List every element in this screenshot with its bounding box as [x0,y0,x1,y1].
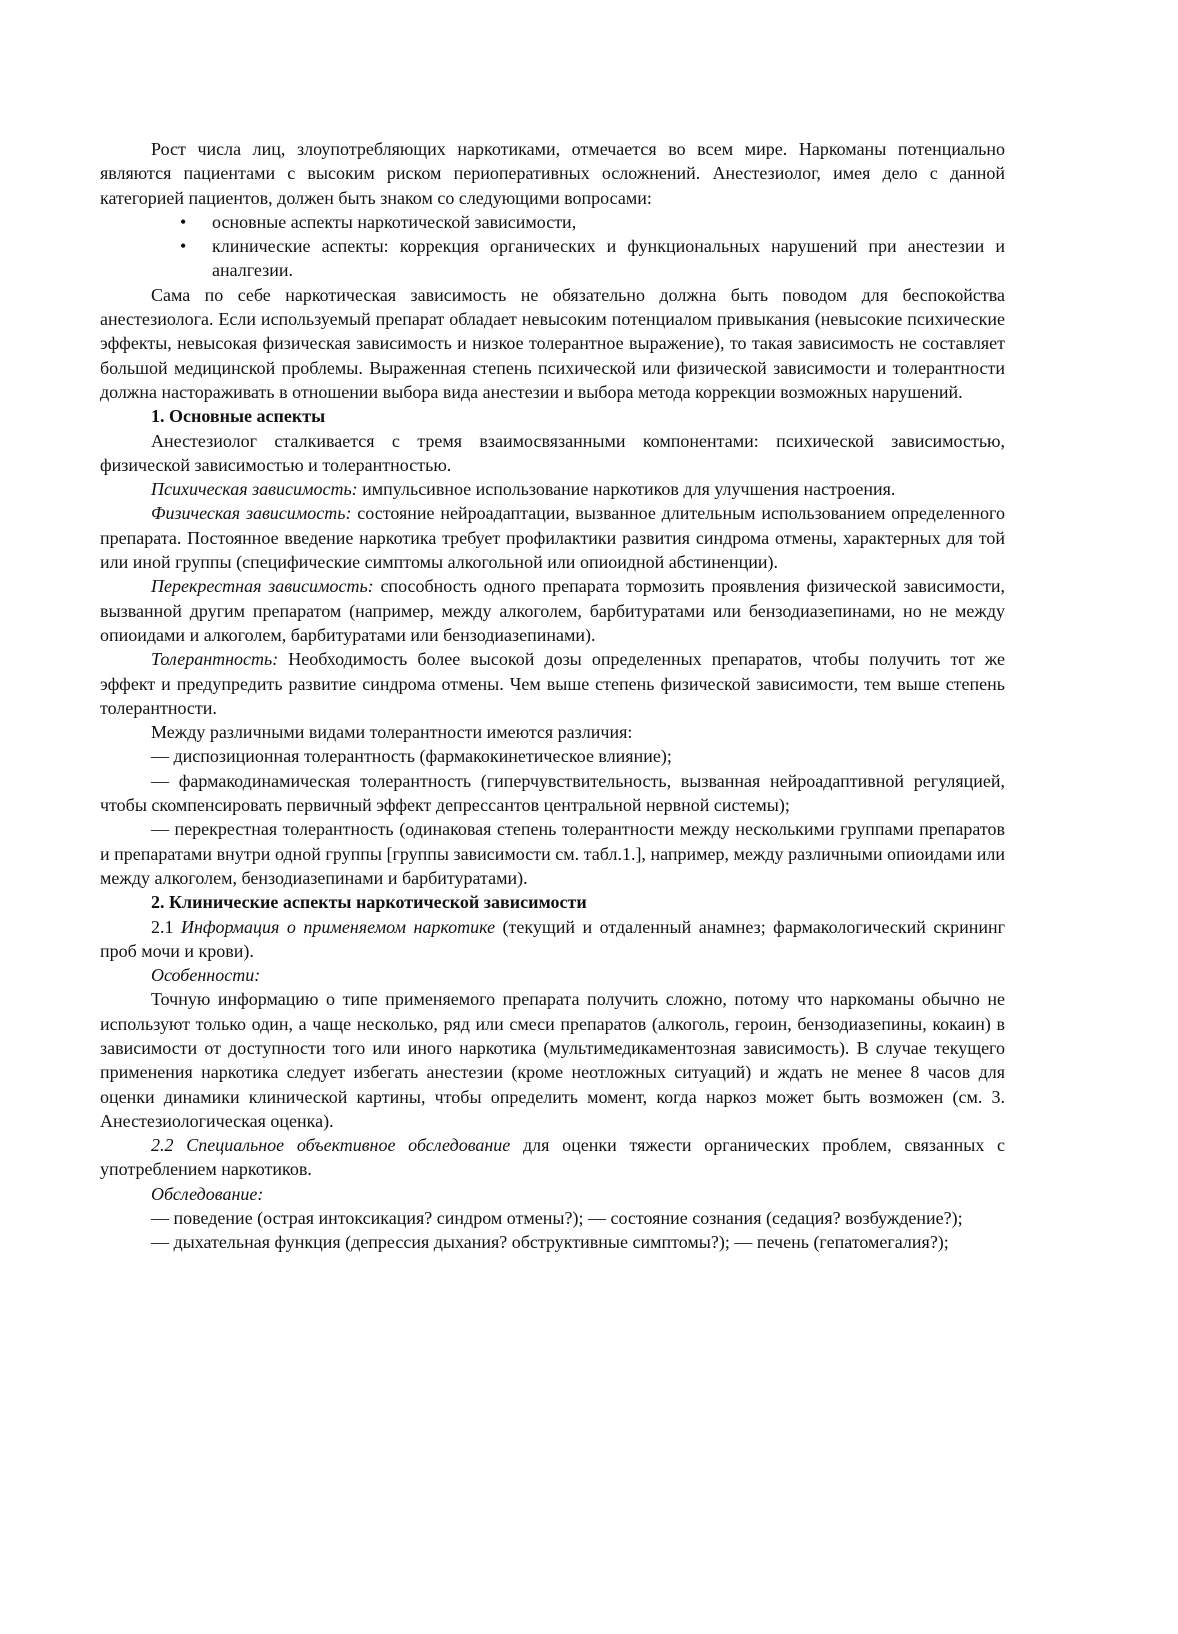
features-paragraph: Точную информацию о типе применяемого препарата получить сложно, потому что наркоманы обычно не используют только один, а чаще несколько, ряд или смеси препаратов (алкоголь, героин, бензодиазепины, кокаин) в зависимости от доступности того или иного наркотика (мультимедикаментозная зависимость). В случае текущего применения наркотика следует избегать анестезии (кроме неотложных ситуаций) и ждать не менее 8 часов для оценки динамики клинической картины, чтобы определить момент, когда наркоз может быть возможен (см. 3. Анестезиологическая оценка). [100,989,1005,1131]
section-heading: 2. Клинические аспекты наркотической зависимости [151,892,587,913]
exam-item: — дыхательная функция (депрессия дыхания? обструктивные симптомы?); — печень (гепатомегалия?); [151,1232,949,1253]
exam-paragraph: 2.2 Специальное объективное обследование для оценки тяжести органических проблем, связанных с употреблением наркотиков. [100,1135,1006,1180]
features-label: Особенности: [151,965,261,986]
exam-label: Обследование: [151,1183,264,1204]
concern-paragraph: Сама по себе наркотическая зависимость не обязательно должна быть поводом для беспокойства анестезиолога. Если используемый препарат обладает невысоким потенциалом привыкания (невысокие психические эффекты, невысокая физическая зависимость и низкое толерантное выражение), то такая зависимость не составляет большой медицинской проблемы. Выраженная степень психической или физической зависимости и толерантности должна настораживать в отношении выбора вида анестезии и выбора метода коррекции возможных нарушений. [100,284,1005,402]
difference-item: — фармакодинамическая толерантность (гиперчувствительность, вызванная нейроадаптивной регуляцией, чтобы скомпенсировать первичный эффект депрессантов центральной нервной системы); [100,770,1005,816]
list-item: • основные аспекты наркотической зависимости, [212,210,1005,234]
cross-dependence-paragraph: Перекрестная зависимость: способность одного препарата тормозить проявления физической зависимости, вызванной другим препаратом (например, между алкоголем, барбитуратами или бензодиазепинами, но не между опиоидами и алкоголем, барбитуратами или бензодиазепинами). [100,576,1005,645]
bullet-icon: • [180,211,187,232]
term: 2.2 Специальное объективное обследование [151,1135,511,1156]
tolerance-paragraph: Толерантность: Необходимость более высокой дозы определенных препаратов, чтобы получить тот же эффект и предупредить развитие синдрома отмены. Чем выше степень физической зависимости, тем выше степень толерантности. [100,649,1005,718]
drug-info-paragraph: 2.1 Информация о применяемом наркотике (текущий и отдаленный анамнез; фармакологический скрининг проб мочи и крови). [100,916,1006,961]
term: Толерантность: [151,649,279,670]
components-paragraph: Анестезиолог сталкивается с тремя взаимосвязанными компонентами: психической зависимостью, физической зависимостью и толерантностью. [100,430,1005,475]
term: Перекрестная зависимость: [151,576,374,597]
bullet-icon: • [180,236,187,257]
difference-item: — диспозиционная толерантность (фармакокинетическое влияние); [151,746,672,767]
term: Психическая зависимость: [151,479,358,500]
term: Информация о применяемом наркотике [180,916,496,937]
physical-dependence-paragraph: Физическая зависимость: состояние нейроадаптации, вызванное длительным использованием определенного препарата. Постоянное введение наркотика требует профилактики развития синдрома отмены, характерных для той или иной группы (специфические симптомы алкогольной или опиоидной абстиненции). [100,503,1005,573]
differences-intro: Между различными видами толерантности имеются различия: [151,722,633,743]
psychic-dependence-paragraph: Психическая зависимость: импульсивное использование наркотиков для улучшения настроения. [151,479,896,500]
section-heading: 1. Основные аспекты [151,406,326,427]
term: Физическая зависимость: [151,503,352,524]
exam-item: — поведение (острая интоксикация? синдром отмены?); — состояние сознания (седация? возбуждение?); [151,1208,963,1229]
difference-item: — перекрестная толерантность (одинаковая степень толерантности между несколькими группами препаратов и препаратами внутри одной группы [группы зависимости см. табл.1.], например, между различными опиоидами или между алкоголем, бензодиазепинами и барбитуратами). [100,819,1005,888]
document-page [100,137,1005,1255]
aspects-list [100,210,1005,283]
intro-paragraph: Рост числа лиц, злоупотребляющих наркотиками, отмечается во всем мире. Наркоманы потенциально являются пациентами с высоким риском периоперативных осложнений. Анестезиолог, имея дело с данной категорией пациентов, должен быть знаком со следующими вопросами: [100,139,1005,208]
list-item: • клинические аспекты: коррекция органических и функциональных нарушений при анестезии и аналгезии. [180,236,1005,281]
